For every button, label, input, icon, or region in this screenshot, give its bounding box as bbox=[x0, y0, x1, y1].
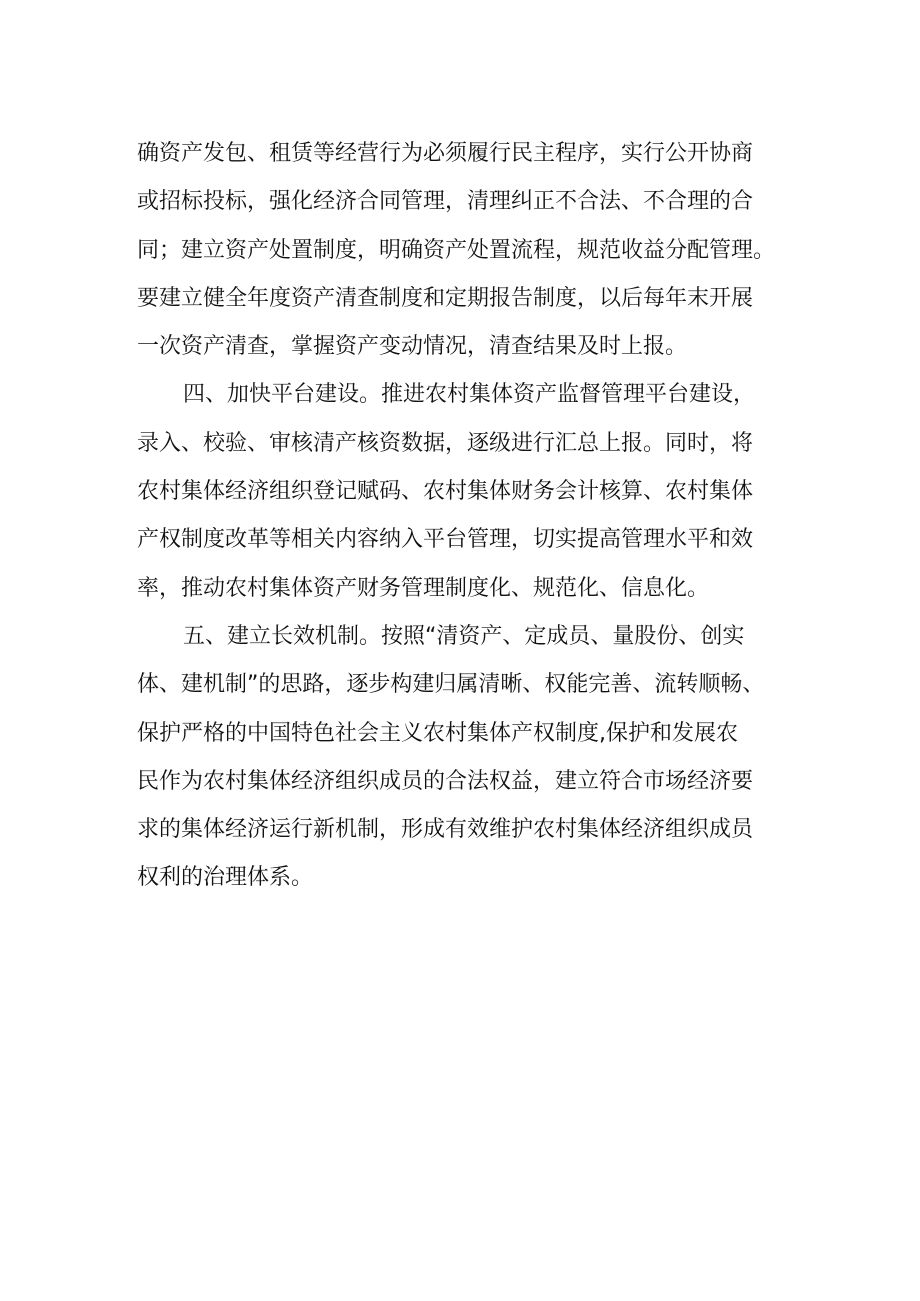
text-line: 民作为农村集体经济组织成员的合法权益，建立符合市场经济要 bbox=[137, 768, 754, 794]
section-four-heading-line: 四、加快平台建设。推进农村集体资产监督管理平台建设， bbox=[183, 382, 756, 408]
text-line: 权利的治理体系。 bbox=[137, 865, 314, 891]
text-line: 农村集体经济组织登记赋码、农村集体财务会计核算、农村集体 bbox=[137, 479, 754, 505]
text-line: 或招标投标，强化经济合同管理，清理纠正不合法、不合理的合 bbox=[137, 189, 754, 215]
section-five-heading-line: 五、建立长效机制。按照“清资产、定成员、量股份、创实 bbox=[183, 623, 745, 649]
text-line: 录入、校验、审核清产核资数据，逐级进行汇总上报。同时，将 bbox=[137, 430, 754, 456]
text-line: 一次资产清查，掌握资产变动情况，清查结果及时上报。 bbox=[137, 334, 688, 360]
body-text bbox=[137, 130, 797, 903]
text-line: 同；建立资产处置制度，明确资产处置流程，规范收益分配管理。 bbox=[137, 237, 776, 263]
text-line: 保护严格的中国特色社会主义农村集体产权制度,保护和发展农 bbox=[137, 720, 738, 746]
text-line: 体、建机制”的思路，逐步构建归属清晰、权能完善、流转顺畅、 bbox=[137, 672, 765, 698]
text-line: 产权制度改革等相关内容纳入平台管理，切实提高管理水平和效 bbox=[137, 527, 754, 553]
text-line: 求的集体经济运行新机制，形成有效维护农村集体经济组织成员 bbox=[137, 817, 754, 843]
text-line: 率，推动农村集体资产财务管理制度化、规范化、信息化。 bbox=[137, 575, 710, 601]
text-line: 要建立健全年度资产清查制度和定期报告制度，以后每年末开展 bbox=[137, 285, 754, 311]
text-line: 确资产发包、租赁等经营行为必须履行民主程序，实行公开协商 bbox=[137, 141, 754, 166]
